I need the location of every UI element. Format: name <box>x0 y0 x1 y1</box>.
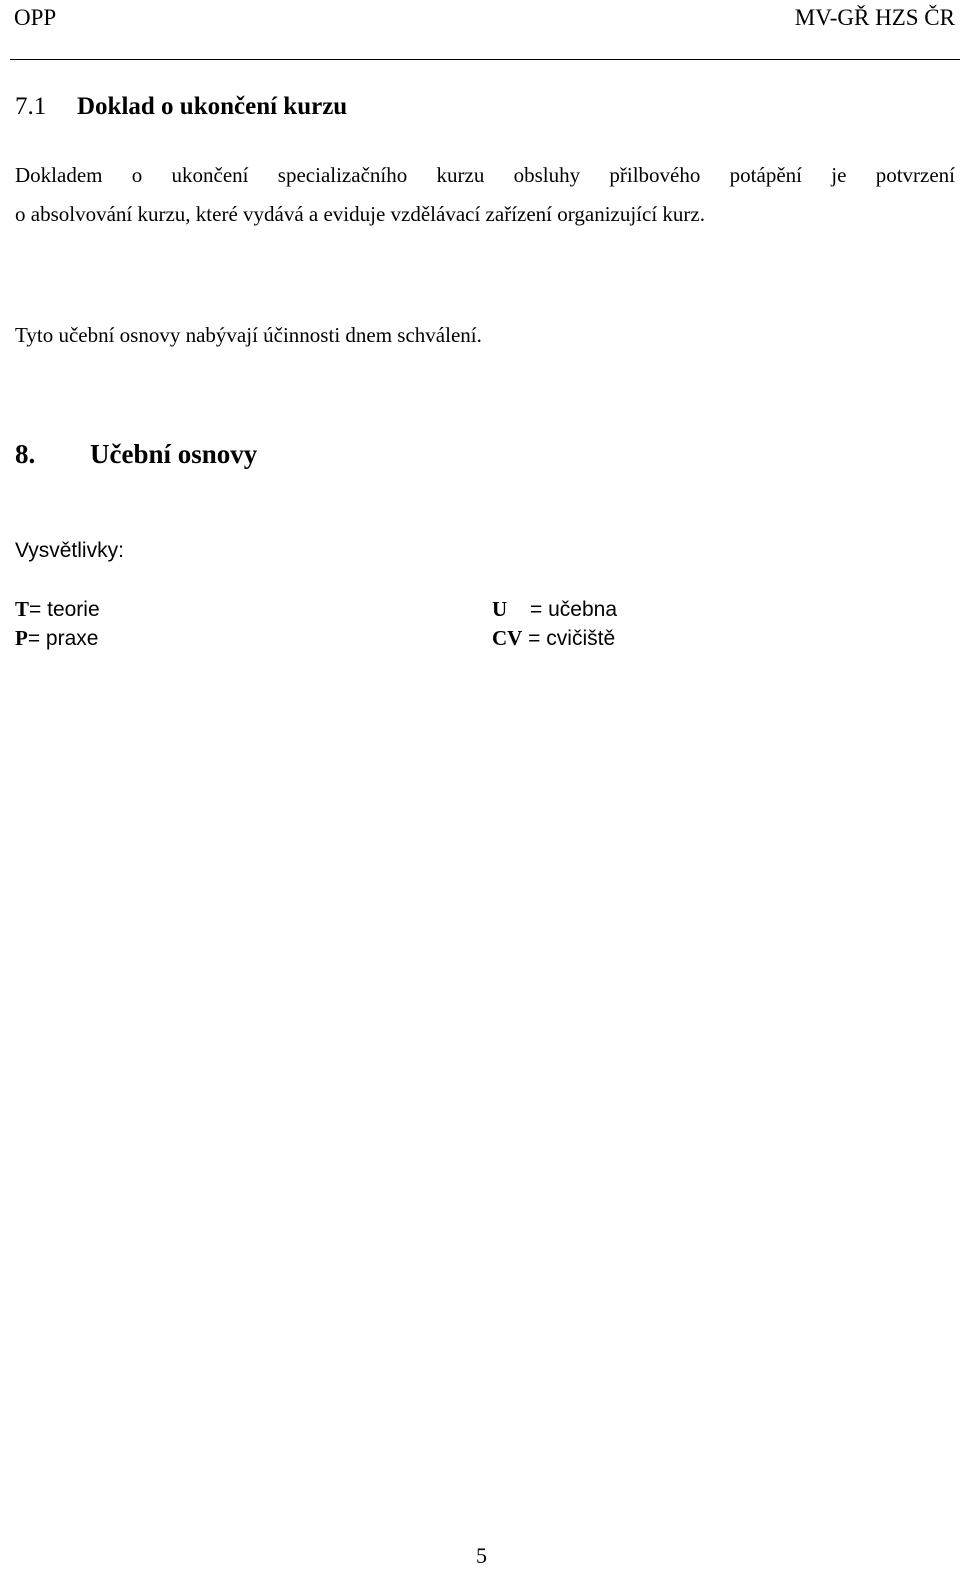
section-heading-8 <box>15 438 257 470</box>
section-title: Doklad o ukončení kurzu <box>77 93 348 120</box>
header-left-text: OPP <box>14 5 57 30</box>
legend-definition: = učebna <box>530 598 617 621</box>
legend-abbreviation: CV <box>492 626 523 650</box>
legend-abbreviation: P <box>15 626 28 650</box>
page-number: 5 <box>476 1543 487 1568</box>
paragraph-line-1: Dokladem o ukončení specializačního kurzu obsluhy přilbového potápění je potvrzení <box>15 163 955 187</box>
legend-item-practice <box>15 624 98 653</box>
section-number: 7.1 <box>15 93 47 120</box>
paragraph-line-2: o absolvování kurzu, které vydává a eviduje vzdělávací zařízení organizující kurz. <box>15 202 705 226</box>
section-number: 8. <box>15 439 36 469</box>
section-title: Učební osnovy <box>90 439 258 469</box>
legend-definition: = cvičiště <box>522 627 616 650</box>
paragraph-effectiveness: Tyto učební osnovy nabývají účinnosti dnem schválení. <box>15 323 482 347</box>
legend-item-theory <box>15 595 100 624</box>
legend-abbreviation: U <box>492 597 508 621</box>
header-right-text: MV-GŘ HZS ČR <box>794 5 955 30</box>
legend-item-training-ground <box>492 624 615 653</box>
legend-title: Vysvětlivky: <box>15 539 124 562</box>
legend-definition: = praxe <box>27 627 99 650</box>
legend-abbreviation: T <box>15 597 30 621</box>
header-divider <box>10 59 960 60</box>
legend-definition: = teorie <box>29 598 100 621</box>
section-heading-7-1 <box>15 92 347 122</box>
paragraph-certificate <box>15 156 955 234</box>
legend-item-classroom <box>492 595 617 624</box>
